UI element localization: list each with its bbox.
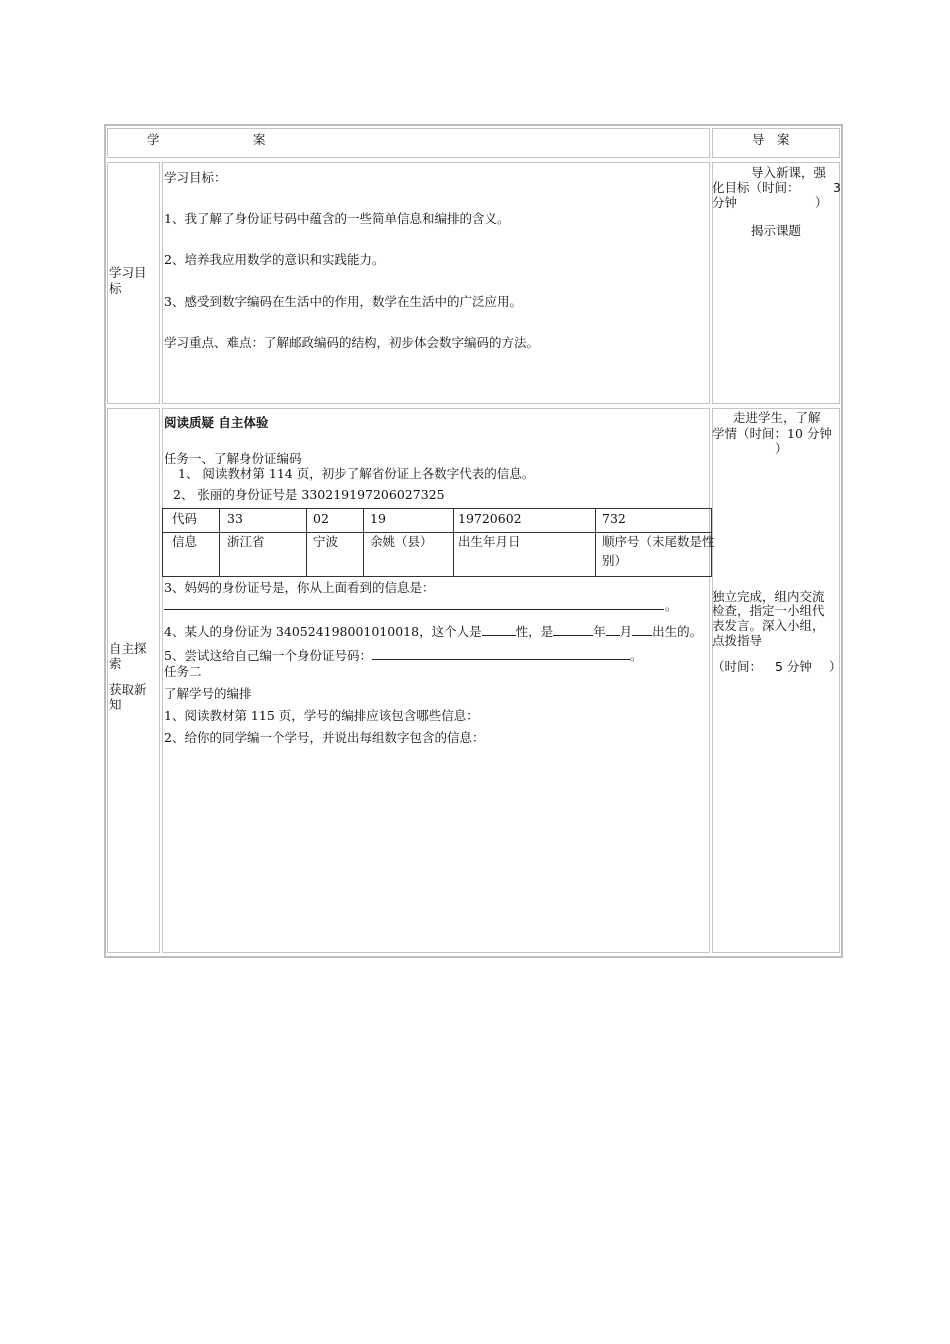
table-cell-info-label: 信息 bbox=[172, 534, 198, 549]
question-4-blank-day bbox=[632, 623, 652, 636]
table-cell-code-5: 732 bbox=[602, 511, 626, 526]
question-4 bbox=[164, 623, 702, 639]
question-5-end: 。 bbox=[629, 648, 643, 663]
s1-guide-line-1: 导入新课，强 bbox=[751, 165, 827, 180]
header-left-char-1: 学 bbox=[147, 132, 160, 147]
s1-guide-line-3a: 分钟 bbox=[712, 195, 738, 210]
task2-subtitle: 了解学号的编排 bbox=[164, 686, 252, 701]
question-4-c: 年 bbox=[593, 624, 606, 639]
header-left-char-2: 案 bbox=[253, 132, 266, 147]
s1-guide-line-2b: 3 bbox=[833, 180, 841, 195]
s2-side-label-1: 自主探 bbox=[109, 641, 147, 656]
s2-guide-time-open: （时间： bbox=[712, 659, 763, 674]
s2-side-label-4: 知 bbox=[109, 697, 122, 712]
question-3: 3、妈妈的身份证号是，你从上面看到的信息是： bbox=[164, 580, 435, 595]
table-cell-code-1: 33 bbox=[227, 511, 243, 526]
task1-title: 任务一、了解身份证编码 bbox=[164, 451, 302, 466]
s2-side-label-3: 获取新 bbox=[109, 682, 147, 697]
goal-3: 3、感受到数字编码在生活中的作用，数学在生活中的广泛应用。 bbox=[164, 294, 522, 309]
table-cell-info-3: 余姚（县） bbox=[370, 534, 433, 549]
s2-guide-line-7: 点拨指导 bbox=[712, 633, 763, 648]
question-5 bbox=[164, 647, 642, 663]
table-cell-code-3: 19 bbox=[370, 511, 386, 526]
question-5-blank bbox=[372, 647, 630, 660]
s2-guide-line-6: 表发言。深入小组， bbox=[712, 618, 825, 633]
table-cell-code-4: 19720602 bbox=[458, 511, 522, 526]
task2-title: 任务二 bbox=[164, 664, 202, 679]
goal-1: 1、我了解了身份证号码中蕴含的一些简单信息和编排的含义。 bbox=[164, 211, 510, 226]
key-points: 学习重点、难点：了解邮政编码的结构，初步体会数字编码的方法。 bbox=[164, 335, 540, 350]
s1-main-cell bbox=[162, 162, 710, 404]
question-4-blank-sex bbox=[482, 623, 516, 636]
question-4-blank-year bbox=[553, 623, 593, 636]
s1-guide-reveal: 揭示课题 bbox=[751, 223, 802, 238]
question-3-end: 。 bbox=[665, 598, 678, 613]
s2-guide-line-4: 独立完成，组内交流 bbox=[712, 589, 825, 604]
question-4-blank-month bbox=[606, 623, 620, 636]
task1-item-1: 1、 阅读教材第 114 页，初步了解省份证上各数字代表的信息。 bbox=[178, 466, 535, 481]
question-3-blank bbox=[164, 597, 664, 610]
goal-2: 2、培养我应用数学的意识和实践能力。 bbox=[164, 252, 385, 267]
s2-guide-line-3: ） bbox=[775, 441, 788, 456]
question-4-a: 4、某人的身份证为 340524198001010018，这个人是 bbox=[164, 624, 482, 639]
table-cell-code-label: 代码 bbox=[172, 511, 198, 526]
s1-guide-line-2a: 化目标（时间： bbox=[712, 180, 800, 195]
table-cell-info-1: 浙江省 bbox=[227, 534, 265, 549]
header-right-label: 导 案 bbox=[752, 132, 790, 147]
section-heading: 阅读质疑 自主体验 bbox=[164, 415, 269, 430]
s2-guide-line-2: 学情（时间：10 分钟 bbox=[712, 426, 832, 441]
s2-guide-time-value: 5 分钟 bbox=[775, 659, 812, 674]
s1-guide-line-3b: ） bbox=[815, 195, 828, 210]
s1-side-label-2: 标 bbox=[109, 281, 122, 296]
task2-item-1: 1、阅读教材第 115 页，学号的编排应该包含哪些信息： bbox=[164, 708, 479, 723]
goals-heading: 学习目标： bbox=[164, 170, 227, 185]
header-left-cell bbox=[107, 128, 710, 158]
id-info-table bbox=[162, 508, 715, 577]
table-cell-info-5: 顺序号（末尾数是性 bbox=[602, 534, 715, 549]
question-4-b: 性，是 bbox=[515, 624, 554, 639]
question-4-d: 月 bbox=[619, 624, 633, 639]
s2-guide-cell bbox=[712, 408, 840, 953]
question-4-e: 出生的。 bbox=[652, 624, 703, 639]
s2-side-cell bbox=[107, 408, 160, 953]
s2-guide-time-close: ） bbox=[829, 659, 842, 674]
s2-side-label-2: 索 bbox=[109, 656, 122, 671]
task1-item-2: 2、 张丽的身份证号是 330219197206027325 bbox=[173, 487, 445, 502]
question-5-a: 5、尝试这给自己编一个身份证号码： bbox=[164, 648, 372, 663]
s1-side-label-1: 学习目 bbox=[109, 265, 147, 280]
task2-item-2: 2、给你的同学编一个学号，并说出每组数字包含的信息： bbox=[164, 730, 485, 745]
s2-guide-line-1: 走进学生，了解 bbox=[733, 410, 821, 425]
table-cell-info-4: 出生年月日 bbox=[458, 534, 521, 549]
table-cell-info-2: 宁波 bbox=[313, 534, 339, 549]
s2-guide-line-5: 检查，指定一小组代 bbox=[712, 603, 825, 618]
table-cell-code-2: 02 bbox=[313, 511, 329, 526]
table-cell-info-5-cont: 别） bbox=[602, 553, 628, 568]
